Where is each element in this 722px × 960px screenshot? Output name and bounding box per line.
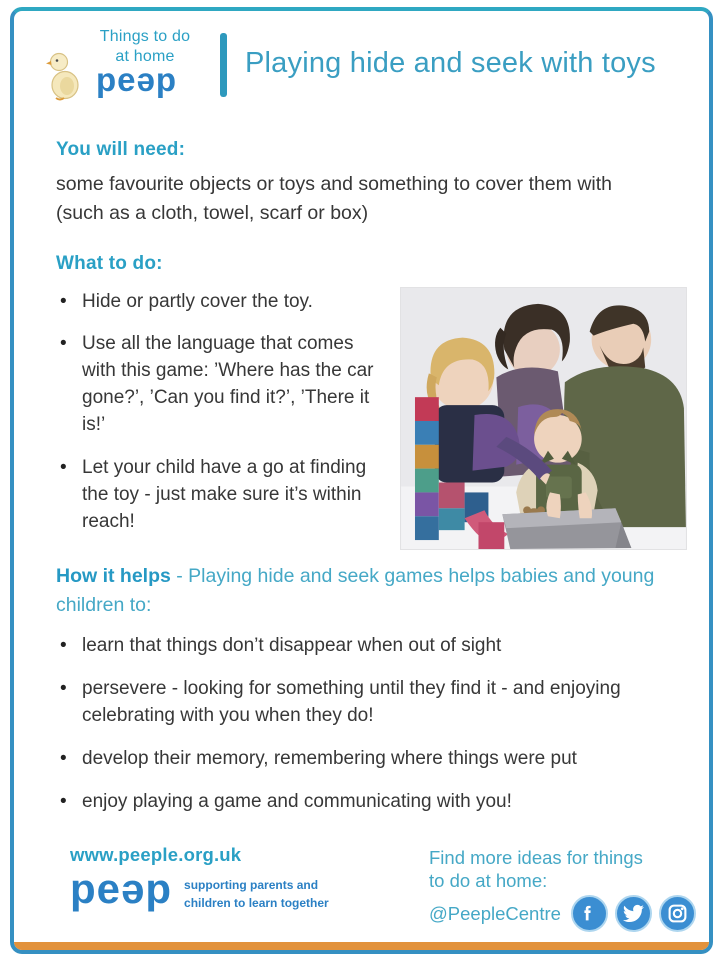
list-item-text: Let your child have a go at finding the toy - just make sure it’s within reach! [82, 457, 367, 533]
peep-logo: peəp [96, 61, 178, 98]
list-item-text: persevere - looking for something until they find it - and enjoying celebrating with you when they do! [82, 677, 621, 726]
how-it-helps-heading: How it helps [56, 565, 171, 588]
footer-left [70, 844, 329, 932]
instagram-icon[interactable] [659, 895, 696, 932]
what-to-do-list [56, 289, 394, 537]
what-to-do-section [14, 229, 709, 553]
brand-block [44, 25, 212, 113]
list-item [56, 789, 683, 816]
list-item [56, 676, 683, 730]
footer-tagline-line2: children to learn together [184, 895, 329, 910]
bullet-icon: • [60, 333, 67, 355]
find-more-line2: to do at home: [429, 869, 548, 891]
duckling-icon [46, 49, 82, 106]
tagline-line2: at home [115, 48, 175, 65]
how-it-helps-intro-text: - Playing hide and seek games helps babies and young children to: [56, 565, 655, 616]
how-it-helps-section [14, 552, 709, 831]
footer-stripes [14, 942, 709, 954]
list-item-text: enjoy playing a game and communicating with you! [82, 790, 512, 812]
find-more-line1: Find more ideas for things [429, 846, 643, 868]
footer-stripe [14, 952, 709, 954]
footer-tagline [184, 876, 329, 912]
you-will-need-section [14, 121, 709, 229]
twitter-icon[interactable] [615, 895, 652, 932]
bullet-icon: • [60, 747, 67, 769]
facebook-icon[interactable] [571, 895, 608, 932]
list-item-text: learn that things don’t disappear when out of sight [82, 634, 502, 656]
list-item-text: Use all the language that comes with this game: ’Where has the car gone?’, ’Can you find it?’, ’There it is!’ [82, 333, 374, 436]
footer-right [429, 844, 691, 932]
list-item-text: develop their memory, remembering where things were put [82, 747, 577, 769]
header-divider-bar [220, 33, 227, 97]
footer-tagline-line1: supporting parents and [184, 877, 319, 892]
list-item [56, 633, 683, 660]
footer [14, 832, 709, 942]
bullet-icon: • [60, 634, 67, 656]
social-handle[interactable]: @PeepleCentre [429, 902, 561, 924]
tagline-line1: Things to do [99, 28, 191, 45]
list-item [56, 455, 394, 536]
header [14, 11, 709, 113]
how-it-helps-intro [56, 562, 668, 619]
bullet-icon: • [60, 290, 67, 312]
you-will-need-text: some favourite objects or toys and something to cover them with (such as a cloth, towel, scarf or box) [56, 173, 613, 225]
bullet-icon: • [60, 677, 67, 699]
page-border-frame [10, 7, 713, 954]
bullet-icon: • [60, 790, 67, 812]
peep-logo: peəp [70, 864, 173, 912]
page-title: Playing hide and seek with toys [245, 47, 656, 79]
family-photo [400, 287, 687, 553]
you-will-need-heading: You will need: [56, 139, 186, 160]
how-it-helps-list [56, 633, 683, 816]
list-item [56, 331, 394, 439]
bullet-icon: • [60, 457, 67, 479]
what-to-do-heading: What to do: [56, 252, 163, 274]
footer-stripe [14, 942, 709, 952]
social-icons [571, 895, 696, 932]
website-link[interactable]: www.peeple.org.uk [70, 843, 242, 865]
list-item [56, 746, 683, 773]
list-item-text: Hide or partly cover the toy. [82, 290, 313, 312]
list-item [56, 289, 394, 316]
